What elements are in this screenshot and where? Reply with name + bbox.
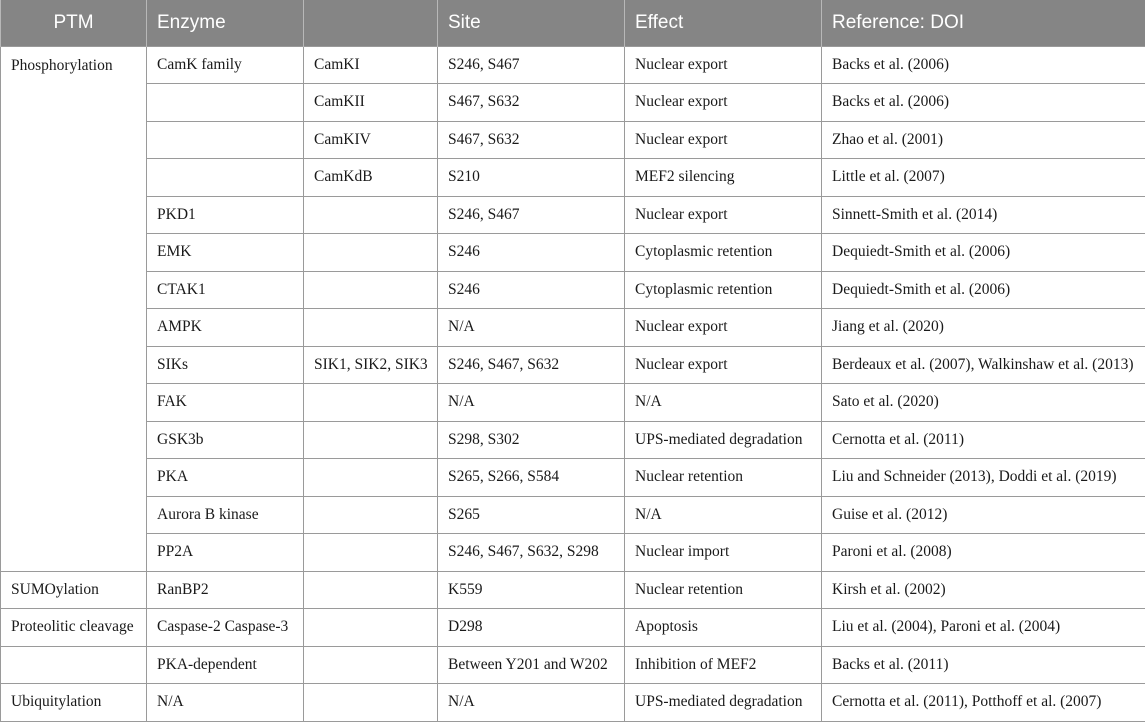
table-row [1,384,1145,422]
effect-cell: N/A [625,384,822,422]
header-enzyme: Enzyme [147,0,304,46]
site-cell: S467, S632 [438,121,625,159]
enzyme-cell: PKD1 [147,196,304,234]
enzyme-cell: RanBP2 [147,571,304,609]
site-cell: S210 [438,159,625,197]
enzyme-sub-cell [304,421,438,459]
enzyme-sub-cell [304,271,438,309]
reference-cell: Guise et al. (2012) [822,496,1145,534]
enzyme-cell: Caspase-2 Caspase-3 [147,609,304,647]
ptm-ubiquitylation: Ubiquitylation [1,684,147,722]
enzyme-cell: Aurora B kinase [147,496,304,534]
header-row [1,0,1145,46]
ptm-phosphorylation: Phosphorylation [1,46,147,571]
ptm-proteolytic-cleavage: Proteolitic cleavage [1,609,147,647]
site-cell: N/A [438,384,625,422]
enzyme-cell: EMK [147,234,304,272]
enzyme-cell: PKA [147,459,304,497]
reference-cell: Little et al. (2007) [822,159,1145,197]
enzyme-cell: PP2A [147,534,304,572]
enzyme-sub-cell [304,459,438,497]
enzyme-cell: GSK3b [147,421,304,459]
effect-cell: Nuclear retention [625,459,822,497]
reference-cell: Paroni et al. (2008) [822,534,1145,572]
enzyme-cell [147,121,304,159]
effect-cell: Nuclear export [625,196,822,234]
effect-cell: MEF2 silencing [625,159,822,197]
table-row [1,421,1145,459]
table-row [1,234,1145,272]
enzyme-cell: CTAK1 [147,271,304,309]
enzyme-cell [147,84,304,122]
site-cell: S265 [438,496,625,534]
reference-cell: Jiang et al. (2020) [822,309,1145,347]
enzyme-sub-cell [304,384,438,422]
effect-cell: Cytoplasmic retention [625,234,822,272]
effect-cell: Nuclear retention [625,571,822,609]
header-enzyme-sub [304,0,438,46]
site-cell: S246 [438,271,625,309]
enzyme-sub-cell: CamKdB [304,159,438,197]
effect-cell: Nuclear export [625,84,822,122]
effect-cell: Cytoplasmic retention [625,271,822,309]
enzyme-sub-cell [304,571,438,609]
effect-cell: Apoptosis [625,609,822,647]
effect-cell: Nuclear export [625,121,822,159]
header-effect: Effect [625,0,822,46]
site-cell: N/A [438,309,625,347]
site-cell: S246, S467, S632, S298 [438,534,625,572]
enzyme-sub-cell [304,609,438,647]
reference-cell: Liu and Schneider (2013), Doddi et al. (2019) [822,459,1145,497]
site-cell: S246, S467 [438,196,625,234]
table-row [1,159,1145,197]
reference-cell: Sato et al. (2020) [822,384,1145,422]
enzyme-sub-cell [304,234,438,272]
site-cell: S265, S266, S584 [438,459,625,497]
enzyme-cell: SIKs [147,346,304,384]
effect-cell: Inhibition of MEF2 [625,646,822,684]
site-cell: Between Y201 and W202 [438,646,625,684]
table-row [1,684,1145,722]
reference-cell: Backs et al. (2011) [822,646,1145,684]
reference-cell: Cernotta et al. (2011) [822,421,1145,459]
enzyme-cell: PKA-dependent [147,646,304,684]
reference-cell: Sinnett-Smith et al. (2014) [822,196,1145,234]
effect-cell: Nuclear export [625,346,822,384]
reference-cell: Kirsh et al. (2002) [822,571,1145,609]
enzyme-sub-cell [304,534,438,572]
table-row [1,609,1145,647]
site-cell: S246, S467 [438,46,625,84]
table-row [1,496,1145,534]
reference-cell: Dequiedt-Smith et al. (2006) [822,234,1145,272]
enzyme-cell: CamK family [147,46,304,84]
table-row [1,571,1145,609]
reference-cell: Berdeaux et al. (2007), Walkinshaw et al. (2013) [822,346,1145,384]
site-cell: K559 [438,571,625,609]
effect-cell: Nuclear export [625,309,822,347]
ptm-sumoylation: SUMOylation [1,571,147,609]
table-row [1,196,1145,234]
reference-cell: Backs et al. (2006) [822,46,1145,84]
table-row [1,346,1145,384]
table-row [1,46,1145,84]
site-cell: S246, S467, S632 [438,346,625,384]
site-cell: S246 [438,234,625,272]
header-site: Site [438,0,625,46]
effect-cell: UPS-mediated degradation [625,684,822,722]
reference-cell: Zhao et al. (2001) [822,121,1145,159]
enzyme-sub-cell: CamKII [304,84,438,122]
table-row [1,646,1145,684]
enzyme-sub-cell: CamKIV [304,121,438,159]
enzyme-cell: FAK [147,384,304,422]
table-row [1,121,1145,159]
reference-cell: Dequiedt-Smith et al. (2006) [822,271,1145,309]
enzyme-sub-cell [304,496,438,534]
table-row [1,309,1145,347]
table-row [1,534,1145,572]
reference-cell: Liu et al. (2004), Paroni et al. (2004) [822,609,1145,647]
enzyme-cell: N/A [147,684,304,722]
enzyme-sub-cell [304,646,438,684]
site-cell: D298 [438,609,625,647]
table-row [1,459,1145,497]
effect-cell: UPS-mediated degradation [625,421,822,459]
enzyme-sub-cell [304,196,438,234]
effect-cell: Nuclear import [625,534,822,572]
site-cell: S467, S632 [438,84,625,122]
reference-cell: Backs et al. (2006) [822,84,1145,122]
enzyme-sub-cell: SIK1, SIK2, SIK3 [304,346,438,384]
ptm-empty-cell [1,646,147,684]
enzyme-sub-cell: CamKI [304,46,438,84]
header-ptm: PTM [1,0,147,46]
site-cell: S298, S302 [438,421,625,459]
enzyme-sub-cell [304,684,438,722]
effect-cell: N/A [625,496,822,534]
reference-cell: Cernotta et al. (2011), Potthoff et al. (2007) [822,684,1145,722]
effect-cell: Nuclear export [625,46,822,84]
site-cell: N/A [438,684,625,722]
enzyme-cell [147,159,304,197]
enzyme-sub-cell [304,309,438,347]
table-row [1,84,1145,122]
table-row [1,271,1145,309]
enzyme-cell: AMPK [147,309,304,347]
header-reference: Reference: DOI [822,0,1145,46]
